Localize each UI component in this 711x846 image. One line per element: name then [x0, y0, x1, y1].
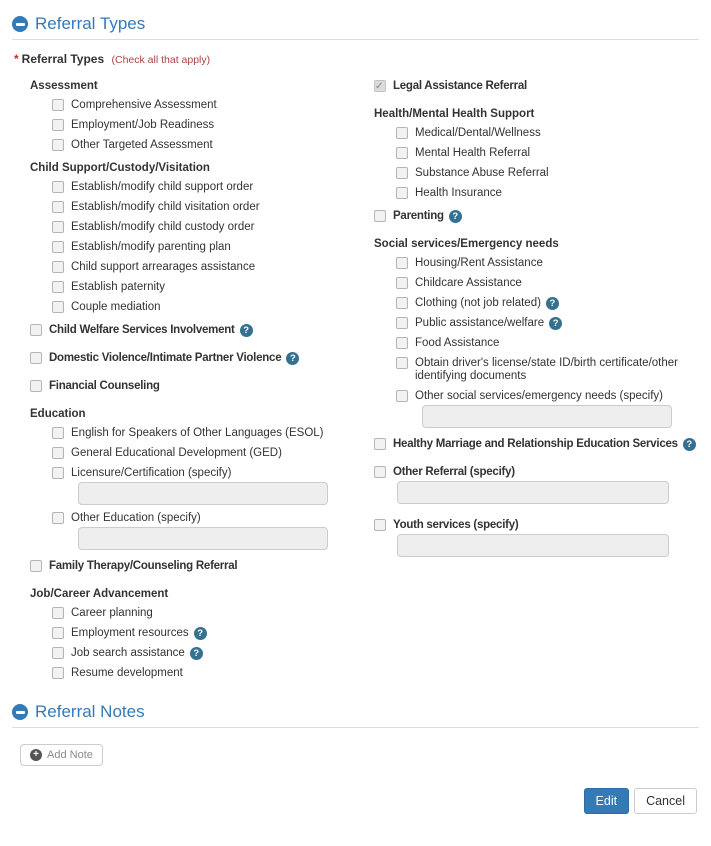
- checkbox[interactable]: [396, 187, 408, 199]
- checkbox[interactable]: [52, 467, 64, 479]
- question-hint: (Check all that apply): [111, 54, 211, 66]
- checkbox-item: [52, 281, 374, 294]
- question-text: Referral Types: [21, 52, 105, 66]
- checkbox-item: [30, 380, 374, 393]
- checkbox-item: [30, 560, 374, 573]
- checkbox-label: Healthy Marriage and Relationship Education Services: [393, 438, 678, 450]
- referral-types-section-header[interactable]: [12, 8, 699, 38]
- collapse-minus-icon[interactable]: [12, 16, 28, 32]
- checkbox[interactable]: [52, 139, 64, 151]
- checkbox-item: [396, 127, 699, 140]
- help-icon[interactable]: [549, 317, 562, 330]
- checkbox[interactable]: [396, 357, 408, 369]
- checkbox-item: [396, 167, 699, 180]
- cancel-button[interactable]: Cancel: [634, 788, 697, 814]
- checkbox[interactable]: [52, 201, 64, 213]
- checkbox-item: [396, 390, 699, 428]
- checkbox[interactable]: [52, 119, 64, 131]
- help-icon[interactable]: [683, 438, 696, 451]
- checkbox-label: Establish/modify parenting plan: [71, 241, 231, 253]
- checkbox[interactable]: [374, 519, 386, 531]
- required-asterisk: *: [14, 52, 19, 66]
- checkbox[interactable]: [52, 627, 64, 639]
- checkbox-group: [30, 80, 374, 152]
- checkbox[interactable]: [52, 427, 64, 439]
- specify-input: [78, 527, 328, 550]
- checkbox-item: [374, 80, 699, 93]
- checkbox[interactable]: [374, 466, 386, 478]
- checkbox-item: [52, 301, 374, 314]
- edit-button[interactable]: Edit: [584, 788, 630, 814]
- checkbox-label: Substance Abuse Referral: [415, 167, 549, 179]
- checkbox-label: Family Therapy/Counseling Referral: [49, 560, 238, 572]
- checkbox-label: Establish/modify child visitation order: [71, 201, 260, 213]
- checkbox-label: Mental Health Referral: [415, 147, 531, 159]
- referral-notes-section-header[interactable]: [12, 696, 699, 726]
- plus-circle-icon: [30, 749, 42, 761]
- checkbox-checked: [374, 80, 386, 92]
- add-note-button[interactable]: [20, 744, 103, 766]
- help-icon[interactable]: [449, 210, 462, 223]
- checkbox-label: General Educational Development (GED): [71, 447, 282, 459]
- checkbox[interactable]: [30, 380, 42, 392]
- checkbox-item: [396, 257, 699, 270]
- checkbox-label: Couple mediation: [71, 301, 161, 313]
- group-heading: Education: [30, 408, 86, 420]
- checkbox-item: [52, 607, 374, 620]
- checkbox-item: [30, 352, 374, 365]
- specify-input: [78, 482, 328, 505]
- checkbox[interactable]: [52, 221, 64, 233]
- checkbox[interactable]: [52, 607, 64, 619]
- checkbox-label: Other social services/emergency needs (specify): [415, 390, 663, 402]
- checkbox-label: Child support arrearages assistance: [71, 261, 256, 273]
- checkbox-label: Parenting: [393, 210, 444, 222]
- checkbox-label: Other Education (specify): [71, 512, 201, 524]
- left-column: [30, 80, 374, 690]
- notes-divider: [12, 727, 699, 728]
- checkbox-label: Legal Assistance Referral: [393, 80, 527, 92]
- checkbox-item: [374, 210, 699, 223]
- checkbox-label: Public assistance/welfare: [415, 317, 545, 329]
- checkbox-item: [52, 119, 374, 132]
- checkbox-item: [52, 512, 374, 550]
- checkbox-label: Financial Counseling: [49, 380, 160, 392]
- checkbox[interactable]: [30, 324, 42, 336]
- checkbox[interactable]: [52, 261, 64, 273]
- checkbox[interactable]: [52, 647, 64, 659]
- help-icon[interactable]: [286, 352, 299, 365]
- checkbox[interactable]: [52, 512, 64, 524]
- checkbox[interactable]: [396, 337, 408, 349]
- checkbox[interactable]: [52, 447, 64, 459]
- specify-input: [397, 534, 669, 557]
- checkbox[interactable]: [52, 181, 64, 193]
- group-heading: Job/Career Advancement: [30, 588, 169, 600]
- checkbox[interactable]: [396, 277, 408, 289]
- checkbox-label: Job search assistance: [71, 647, 185, 659]
- checkbox-label: English for Speakers of Other Languages (ESOL): [71, 427, 324, 439]
- checkbox[interactable]: [374, 210, 386, 222]
- referral-types-title: Referral Types: [35, 14, 146, 33]
- checkbox[interactable]: [52, 99, 64, 111]
- collapse-minus-icon[interactable]: [12, 704, 28, 720]
- checkbox[interactable]: [396, 127, 408, 139]
- referral-notes-title: Referral Notes: [35, 702, 145, 721]
- checkbox-label: Housing/Rent Assistance: [415, 257, 543, 269]
- header-divider: [12, 39, 699, 40]
- checkbox-item: [396, 147, 699, 160]
- checkbox-group: [374, 108, 699, 200]
- checkbox-item: [52, 241, 374, 254]
- checkbox-item: [396, 277, 699, 290]
- checkbox[interactable]: [30, 560, 42, 572]
- checkbox-label: Child Welfare Services Involvement: [49, 324, 235, 336]
- checkbox-item: [374, 519, 699, 557]
- right-column: [374, 80, 699, 690]
- checkbox[interactable]: [374, 438, 386, 450]
- checkbox-group: [374, 238, 699, 428]
- checkbox-item: [52, 647, 374, 660]
- checkbox-label: Youth services (specify): [393, 519, 519, 531]
- checkbox-label: Domestic Violence/Intimate Partner Violence: [49, 352, 282, 364]
- checkbox-item: [52, 221, 374, 234]
- add-note-label: Add Note: [47, 749, 93, 761]
- checkbox-label: Comprehensive Assessment: [71, 99, 217, 111]
- checkbox-group: [30, 588, 374, 680]
- checkbox-label: Other Referral (specify): [393, 466, 515, 478]
- checkbox-group: [30, 408, 374, 550]
- checkbox[interactable]: [30, 352, 42, 364]
- checkbox-item: [52, 427, 374, 440]
- checkbox-label: Other Targeted Assessment: [71, 139, 213, 151]
- checkbox-label: Medical/Dental/Wellness: [415, 127, 541, 139]
- checkbox[interactable]: [52, 301, 64, 313]
- checkbox-label: Establish/modify child support order: [71, 181, 254, 193]
- checkbox[interactable]: [396, 167, 408, 179]
- checkbox-label: Clothing (not job related): [415, 297, 541, 309]
- checkbox-group: [30, 162, 374, 314]
- checkbox-label: Career planning: [71, 607, 153, 619]
- checkbox-label: Licensure/Certification (specify): [71, 467, 232, 479]
- form-footer: [12, 788, 699, 822]
- group-heading: Child Support/Custody/Visitation: [30, 162, 210, 174]
- checkbox-item: [52, 627, 374, 640]
- checkbox-item: [52, 261, 374, 274]
- checkbox[interactable]: [396, 390, 408, 402]
- checkbox-label: Employment/Job Readiness: [71, 119, 215, 131]
- checkbox-item: [396, 297, 699, 310]
- checkbox-label: Health Insurance: [415, 187, 502, 199]
- group-heading: Social services/Emergency needs: [374, 238, 559, 250]
- specify-input: [397, 481, 669, 504]
- checkbox-item: [52, 667, 374, 680]
- checkbox-item: [374, 438, 699, 451]
- checkbox[interactable]: [396, 257, 408, 269]
- checkbox[interactable]: [52, 281, 64, 293]
- checkbox-label: Employment resources: [71, 627, 189, 639]
- checkbox-item: [30, 324, 374, 337]
- question-label: [14, 52, 699, 66]
- checkbox[interactable]: [396, 297, 408, 309]
- specify-input: [422, 405, 672, 428]
- checkbox-item: [396, 317, 699, 330]
- checkbox-label: Childcare Assistance: [415, 277, 522, 289]
- notes-body: [12, 740, 699, 766]
- checkbox-label: Resume development: [71, 667, 183, 679]
- group-heading: Assessment: [30, 80, 98, 92]
- checkbox-item: [396, 187, 699, 200]
- checkbox-label: Food Assistance: [415, 337, 500, 349]
- group-heading: Health/Mental Health Support: [374, 108, 535, 120]
- checkbox-item: [52, 201, 374, 214]
- checkbox[interactable]: [396, 317, 408, 329]
- checkbox-label: Obtain driver's license/state ID/birth certificate/other identifying documents: [415, 357, 678, 382]
- checkbox[interactable]: [52, 241, 64, 253]
- checkbox[interactable]: [396, 147, 408, 159]
- checkbox-item: [52, 447, 374, 460]
- checkbox-item: [52, 139, 374, 152]
- help-icon[interactable]: [190, 647, 203, 660]
- checkbox-item: [52, 467, 374, 505]
- checkbox-columns: [12, 80, 699, 690]
- checkbox-item: [396, 357, 699, 383]
- checkbox-label: Establish/modify child custody order: [71, 221, 255, 233]
- help-icon[interactable]: [240, 324, 253, 337]
- help-icon[interactable]: [546, 297, 559, 310]
- checkbox-item: [52, 99, 374, 112]
- help-icon[interactable]: [194, 627, 207, 640]
- checkbox-item: [374, 466, 699, 504]
- checkbox[interactable]: [52, 667, 64, 679]
- checkbox-item: [52, 181, 374, 194]
- checkbox-item: [396, 337, 699, 350]
- checkbox-label: Establish paternity: [71, 281, 165, 293]
